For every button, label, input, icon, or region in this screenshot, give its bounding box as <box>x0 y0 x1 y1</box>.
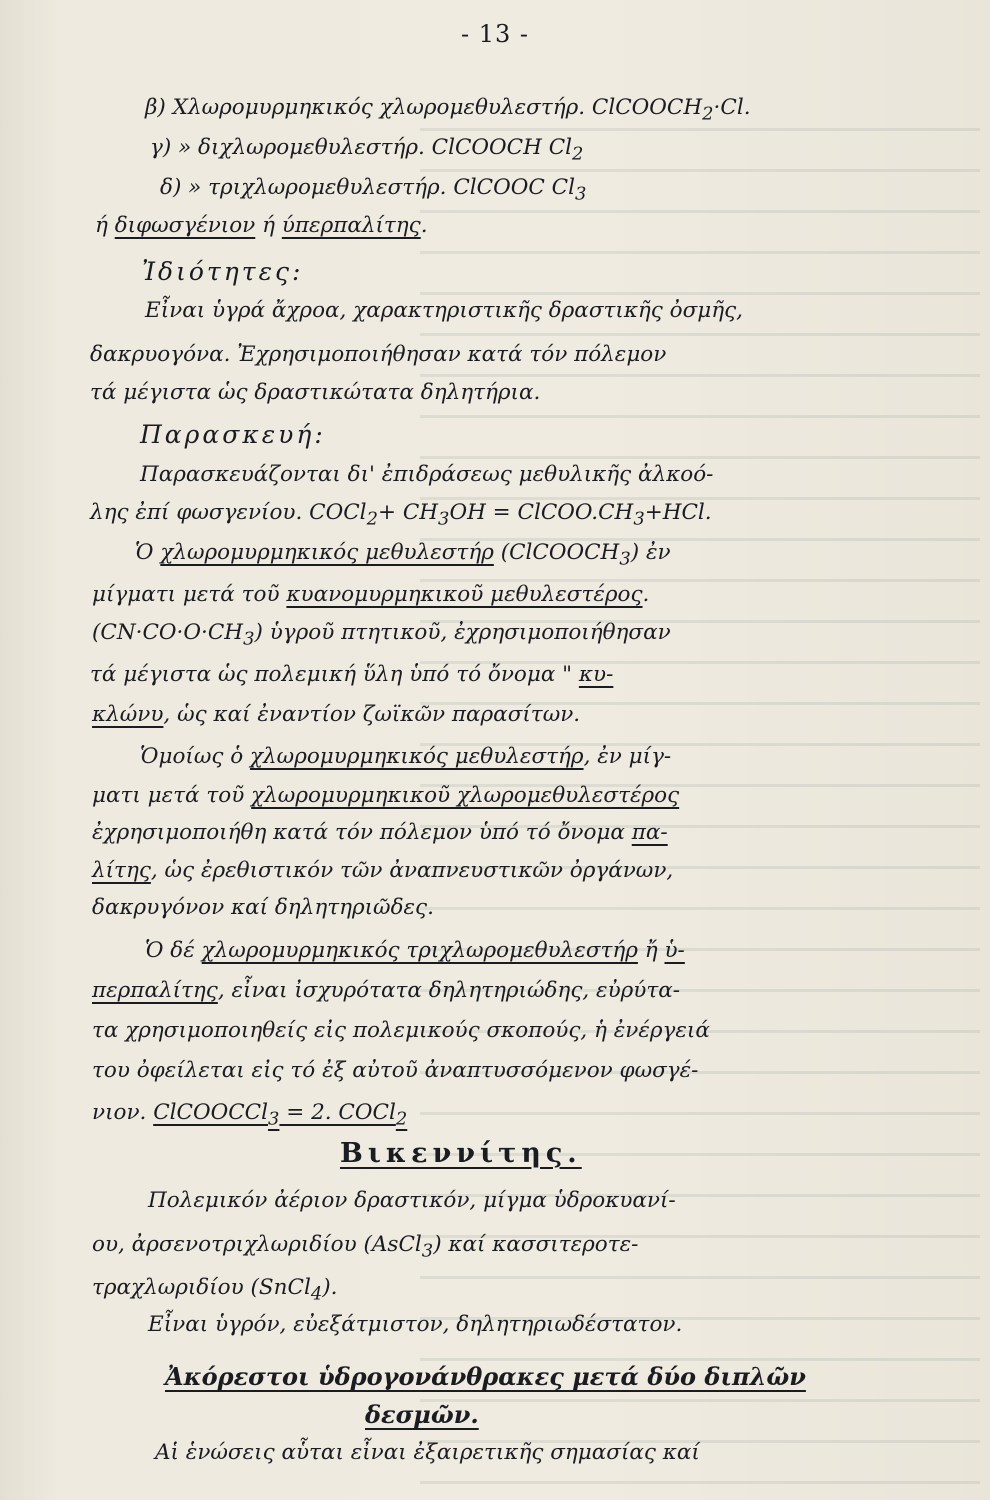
text-fragment: δακρυγόνον καί δηλητηριῶδες. <box>92 895 434 920</box>
text-fragment: ύπερπαλίτης <box>281 213 421 238</box>
text-fragment: ClCOOCCl <box>153 1100 268 1125</box>
text-fragment: Ἰδιότητες: <box>142 257 304 286</box>
subscript: 3 <box>574 183 587 205</box>
text-fragment: ου, ἀρσενοτριχλωριδίου (AsCl <box>92 1232 422 1257</box>
text-line <box>92 582 649 607</box>
text-fragment: τα χρησιμοποιηθείς εἰς πολεμικούς σκοπούς, ἡ ἐνέργειά <box>92 1018 710 1043</box>
subscript: 3 <box>633 508 645 530</box>
text-line <box>145 95 751 124</box>
text-line <box>340 1138 582 1169</box>
text-line <box>92 620 671 649</box>
subscript: 2 <box>702 103 714 125</box>
text-fragment: χλωρομυρμηκικός μεθυλεστήρ <box>160 540 494 565</box>
text-fragment: κλώνυ <box>92 702 164 727</box>
text-fragment: χλωρομυρμηκικός τριχλωρομεθυλεστήρ <box>201 938 638 963</box>
subscript: 3 <box>619 548 631 570</box>
text-fragment: , ὡς ἐρεθιστικόν τῶν ἀναπνευστικῶν ὀργάνων, <box>150 858 674 883</box>
text-line <box>142 257 303 286</box>
text-line <box>92 820 668 845</box>
text-line <box>92 978 680 1003</box>
text-fragment: χλωρομυρμηκικοῦ χλωρομεθυλεστέρος <box>251 783 680 808</box>
text-fragment: λης ἐπί φωσγενίου. COCl <box>90 500 367 525</box>
text-fragment: , ὡς καί ἐναντίον ζωϊκῶν παρασίτων. <box>163 702 581 727</box>
text-fragment: ). <box>322 1275 338 1300</box>
text-line <box>95 213 428 238</box>
subscript: 3 <box>268 1108 280 1130</box>
subscript: 2 <box>366 508 378 530</box>
text-line <box>160 175 586 204</box>
text-line <box>150 135 583 164</box>
text-line <box>140 462 713 487</box>
text-fragment: του ὀφείλεται εἰς τό ἐξ αὐτοῦ ἀναπτυσσόμενον φωσγέ- <box>92 1058 699 1083</box>
subscript: 3 <box>438 508 450 530</box>
page-number: - 13 - <box>460 20 529 48</box>
text-fragment: χλωρομυρμηκικός μεθυλεστήρ <box>250 744 584 769</box>
text-line <box>92 895 434 920</box>
text-fragment: μίγματι μετά τοῦ <box>92 582 287 607</box>
text-fragment: ματι μετά τοῦ <box>92 783 252 808</box>
text-fragment: ή <box>255 213 282 238</box>
text-line <box>155 1440 700 1465</box>
text-line <box>92 858 673 883</box>
text-line <box>92 1018 710 1043</box>
text-line <box>92 702 580 727</box>
text-fragment: νιον. <box>92 1100 154 1125</box>
text-fragment: τά μέγιστα ὡς δραστικώτατα δηλητήρια. <box>90 380 541 405</box>
subscript: 2 <box>395 1108 408 1130</box>
text-fragment: ) ὑγροῦ πτητικοῦ, ἐχρησιμοποιήθησαν <box>254 620 671 645</box>
text-fragment: β) Χλωρομυρμηκικός χλωρομεθυλεστήρ. ClCOOCH <box>145 95 703 120</box>
text-fragment: . <box>420 213 428 238</box>
text-line <box>145 298 743 323</box>
text-line <box>90 380 540 405</box>
text-fragment: , εἶναι ἰσχυρότατα δηλητηριώδης, εὐρύτα- <box>217 978 681 1003</box>
text-fragment: OH = ClCOO.CH <box>449 500 634 525</box>
text-line <box>365 1400 479 1429</box>
text-fragment: (CN·CO·O·CH <box>92 620 244 645</box>
text-fragment: ἐχρησιμοποιήθη κατά τόν πόλεμον ὑπό τό ὄνομα <box>92 820 632 845</box>
text-fragment: ·Cl. <box>713 95 751 120</box>
subscript: 3 <box>243 628 255 650</box>
text-fragment: διφωσγένιον <box>114 213 256 238</box>
text-line <box>148 1312 682 1337</box>
text-fragment: +HCl. <box>644 500 712 525</box>
text-line <box>90 662 613 687</box>
text-fragment: Ὁ <box>135 540 161 565</box>
text-fragment: = 2. COCl <box>279 1100 396 1125</box>
text-line <box>148 1188 676 1213</box>
text-fragment: Βικεννίτης. <box>340 1138 582 1169</box>
text-fragment: ἤ <box>637 938 665 963</box>
text-line <box>92 1100 407 1129</box>
text-line <box>145 938 685 963</box>
text-line <box>90 500 712 529</box>
text-fragment: ) ἐν <box>630 540 671 565</box>
text-line <box>92 1058 698 1083</box>
subscript: 3 <box>421 1240 434 1262</box>
text-fragment: γ) » διχλωρομεθυλεστήρ. ClCOOCH Cl <box>150 135 573 160</box>
text-fragment: + CH <box>377 500 439 525</box>
text-fragment: κυ- <box>578 662 614 687</box>
text-fragment: τά μέγιστα ὡς πολεμική ὕλη ὑπό τό ὄνομα " <box>90 662 579 687</box>
text-line <box>140 420 326 449</box>
text-fragment: Αἱ ἑνώσεις αὗται εἶναι ἐξαιρετικῆς σημασίας καί <box>155 1440 700 1465</box>
text-fragment: Παρασκευάζονται δι' ἐπιδράσεως μεθυλικῆς ἀλκοό- <box>140 462 714 487</box>
text-fragment: Εἶναι ὑγρά ἄχροα, χαρακτηριστικῆς δραστικῆς ὀσμῆς, <box>145 298 744 323</box>
text-fragment: Ὁ δέ <box>145 938 202 963</box>
text-fragment: περπαλίτης <box>92 978 218 1003</box>
text-fragment: Εἶναι ὑγρόν, εὐεξάτμιστον, δηλητηριωδέστατον. <box>148 1312 683 1337</box>
text-fragment: , ἐν μίγ- <box>583 744 672 769</box>
text-fragment: δεσμῶν. <box>365 1400 479 1429</box>
text-line <box>90 342 666 367</box>
text-fragment: . <box>642 582 650 607</box>
text-fragment: ὑ- <box>664 938 685 963</box>
text-fragment: Πολεμικόν ἀέριον δραστικόν, μίγμα ὑδροκυανί- <box>148 1188 676 1213</box>
text-fragment: δακρυογόνα. Ἐχρησιμοποιήθησαν κατά τόν πόλεμον <box>90 342 667 367</box>
text-line <box>140 744 671 769</box>
text-fragment: (ClCOOCH <box>493 540 620 565</box>
text-line <box>92 1232 638 1261</box>
text-fragment: Ἀκόρεστοι ὑδρογονάνθρακες μετά δύο διπλῶν <box>165 1362 806 1391</box>
text-fragment: ή <box>95 213 115 238</box>
text-line <box>135 540 671 569</box>
text-fragment: Ὁμοίως ὁ <box>140 744 251 769</box>
text-fragment: τραχλωριδίου (SnCl <box>92 1275 311 1300</box>
text-fragment: κυανομυρμηκικοῦ μεθυλεστέρος <box>286 582 643 607</box>
subscript: 2 <box>572 143 584 165</box>
text-fragment: πα- <box>631 820 668 845</box>
subscript: 4 <box>310 1283 323 1305</box>
text-line <box>92 1275 337 1304</box>
text-fragment: δ) » τριχλωρομεθυλεστήρ. ClCOOC Cl <box>160 175 575 200</box>
text-fragment: ) καί κασσιτεροτε- <box>433 1232 639 1257</box>
text-fragment: λίτης <box>92 858 151 883</box>
text-fragment: Παρασκευή: <box>140 420 326 449</box>
text-line <box>165 1362 806 1391</box>
text-line <box>92 783 679 808</box>
